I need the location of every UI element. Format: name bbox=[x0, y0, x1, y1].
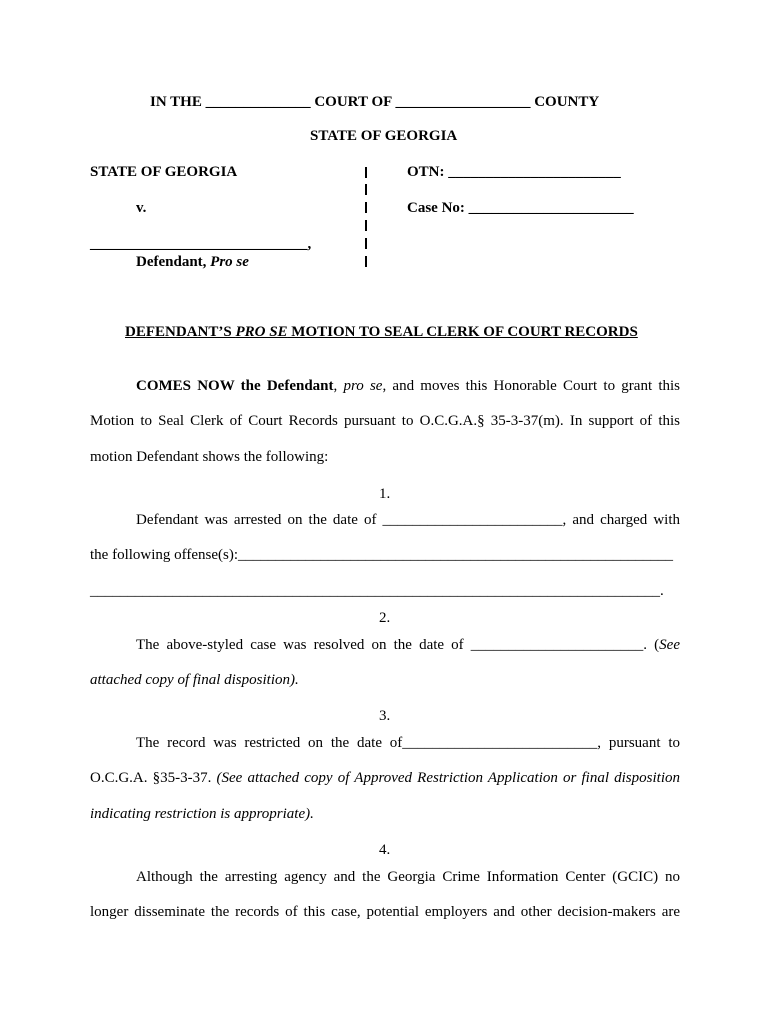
p3-line-1: The record was restricted on the date of__________________________, pursuant to bbox=[136, 735, 680, 751]
p2-line-1 bbox=[136, 637, 680, 654]
court-line: IN THE ______________ COURT OF __________________ COUNTY bbox=[150, 94, 600, 110]
paragraph-number-1: 1. bbox=[379, 486, 391, 502]
caption-divider bbox=[365, 202, 367, 213]
p3-line-2-text: O.C.G.A. §35-3-37. bbox=[90, 770, 217, 786]
p2-line-1-text: The above-styled case was resolved on the date of _______________________. ( bbox=[136, 637, 660, 653]
title-part1: DEFENDANT’S bbox=[125, 324, 236, 340]
paragraph-number-2: 2. bbox=[379, 610, 391, 626]
p3-line-2-italic: (See attached copy of Approved Restriction Application or final disposition bbox=[216, 770, 680, 786]
p4-line-1: Although the arresting agency and the Georgia Crime Information Center (GCIC) no bbox=[136, 869, 680, 885]
title-pro-se: PRO SE bbox=[235, 324, 288, 340]
intro-lead: COMES NOW the Defendant bbox=[136, 378, 334, 394]
intro-rest: , and moves this Honorable Court to grant this bbox=[382, 378, 680, 394]
p2-line-2: attached copy of final disposition). bbox=[90, 672, 299, 688]
p1-line-3: ____________________________________________________________________________. bbox=[90, 583, 664, 599]
p1-line-1: Defendant was arrested on the date of ________________________, and charged with bbox=[136, 512, 680, 528]
intro-line-1 bbox=[136, 378, 680, 395]
intro-pro-se: pro se bbox=[343, 378, 383, 394]
pro-se-label: Pro se bbox=[210, 254, 249, 270]
caption-divider bbox=[365, 220, 367, 231]
p3-line-2 bbox=[90, 770, 680, 787]
caption-divider bbox=[365, 256, 367, 267]
defendant-prefix: Defendant, bbox=[136, 254, 211, 270]
versus-label: v. bbox=[136, 200, 147, 216]
caption-divider bbox=[365, 167, 367, 178]
paragraph-number-3: 3. bbox=[379, 708, 391, 724]
motion-title bbox=[125, 324, 638, 341]
title-part3: MOTION TO SEAL CLERK OF COURT RECORDS bbox=[287, 324, 638, 340]
intro-line-2: Motion to Seal Clerk of Court Records pursuant to O.C.G.A.§ 35-3-37(m). In support of this bbox=[90, 413, 680, 429]
p4-line-2: longer disseminate the records of this case, potential employers and other decision-makers are bbox=[90, 904, 680, 920]
state-line: STATE OF GEORGIA bbox=[310, 128, 458, 144]
intro-line-3: motion Defendant shows the following: bbox=[90, 449, 329, 465]
p2-see: See bbox=[659, 637, 680, 653]
intro-comma: , bbox=[333, 378, 344, 394]
otn-field: OTN: _______________________ bbox=[407, 164, 621, 180]
plaintiff-name: STATE OF GEORGIA bbox=[90, 164, 238, 180]
case-number-field: Case No: ______________________ bbox=[407, 200, 634, 216]
caption-divider bbox=[365, 238, 367, 249]
caption-divider bbox=[365, 184, 367, 195]
paragraph-number-4: 4. bbox=[379, 842, 391, 858]
defendant-label bbox=[136, 254, 249, 271]
defendant-name-blank: _____________________________, bbox=[90, 236, 312, 252]
p3-line-3: indicating restriction is appropriate). bbox=[90, 806, 314, 822]
p1-line-2: the following offense(s):__________________________________________________________ bbox=[90, 547, 674, 563]
